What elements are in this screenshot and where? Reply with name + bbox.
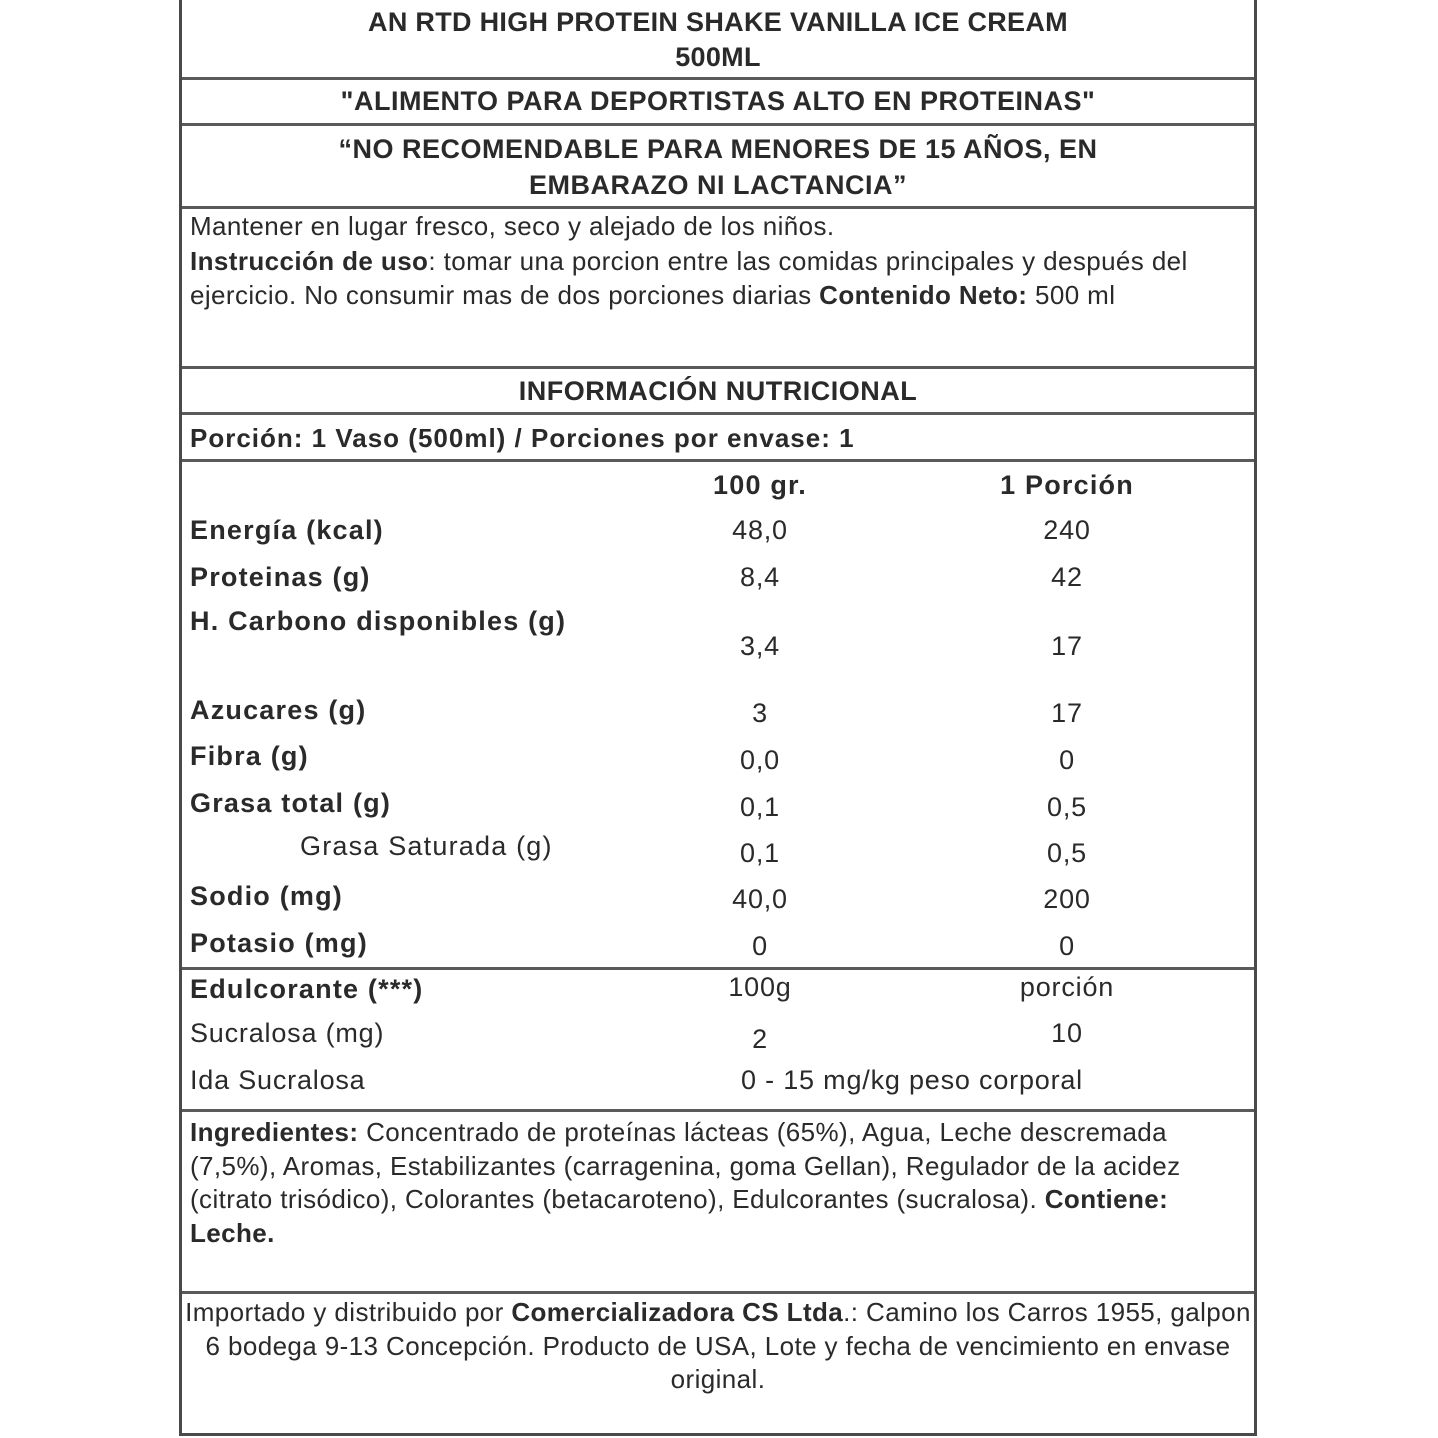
- importer-address: .: Camino los Carros 1955, galpon 6 bodega 9-13 Concepción. Producto de USA, Lote y fecha de vencimiento en envase original.: [205, 1297, 1251, 1394]
- row-protein-portion: 42: [1051, 562, 1083, 592]
- nutrition-table: [182, 462, 1254, 970]
- instruction-label: Instrucción de uso: [190, 245, 429, 276]
- sweetener-label: Edulcorante (***): [190, 974, 424, 1004]
- row-fiber-100g: 0,0: [740, 745, 780, 775]
- product-title-line2: 500ML: [675, 42, 761, 72]
- row-energy-name: Energía (kcal): [190, 515, 384, 545]
- row-sodium-name: Sodio (mg): [190, 881, 343, 911]
- nutrition-label: [179, 0, 1257, 1436]
- sucralose-name: Sucralosa (mg): [190, 1018, 385, 1048]
- row-carbs-portion: 17: [1051, 631, 1083, 661]
- ingredients-section: [182, 1112, 1254, 1294]
- net-content-value: 500 ml: [1027, 280, 1116, 310]
- ida-sucralose-name: Ida Sucralosa: [190, 1065, 366, 1095]
- allergen-contains: Contiene: Leche.: [190, 1184, 1169, 1248]
- row-protein-name: Proteinas (g): [190, 562, 371, 592]
- row-potassium-portion: 0: [1059, 931, 1075, 961]
- nutrition-title: INFORMACIÓN NUTRICIONAL: [182, 369, 1254, 415]
- storage-text: Mantener en lugar fresco, seco y alejado de los niños.: [190, 211, 835, 241]
- sweetener-table: [182, 970, 1254, 1112]
- ingredients-text: Concentrado de proteínas lácteas (65%), Agua, Leche descremada (7,5%), Aromas, Estabilizantes (carragenina, goma Gellan), Regulador de la acidez (citrato trisódico), Colorantes (betacaroteno), Edulcorantes (sucralosa).: [190, 1117, 1181, 1215]
- row-fiber-name: Fibra (g): [190, 741, 309, 771]
- instruction-text: : tomar una porcion entre las comidas principales y después del ejercicio. No consumir mas de dos porciones diarias: [190, 245, 1188, 310]
- importer-company: Comercializadora CS Ltda: [511, 1297, 844, 1327]
- row-saturated-fat-100g: 0,1: [740, 838, 780, 868]
- row-energy-portion: 240: [1043, 515, 1091, 545]
- row-fiber-portion: 0: [1059, 745, 1075, 775]
- net-content-label: Contenido Neto:: [819, 280, 1028, 310]
- row-energy-100g: 48,0: [732, 515, 788, 545]
- age-warning: [182, 126, 1254, 209]
- sucralose-portion: 10: [1051, 1018, 1083, 1048]
- row-sugars-100g: 3: [752, 698, 768, 728]
- row-saturated-fat-name: Grasa Saturada (g): [300, 831, 553, 861]
- sweetener-column-portion: porción: [1019, 972, 1115, 1002]
- row-total-fat-100g: 0,1: [740, 792, 780, 822]
- instruction-paragraph: [190, 244, 1246, 313]
- age-warning-line2: EMBARAZO NI LACTANCIA”: [529, 170, 907, 200]
- row-potassium-100g: 0: [752, 931, 768, 961]
- row-sodium-portion: 200: [1043, 884, 1091, 914]
- sport-food-claim: "ALIMENTO PARA DEPORTISTAS ALTO EN PROTEINAS": [182, 80, 1254, 126]
- sucralose-100g: 2: [752, 1024, 768, 1054]
- row-carbs-name: H. Carbono disponibles (g): [190, 606, 567, 636]
- importer-prefix: Importado y distribuido por: [185, 1297, 512, 1327]
- row-sodium-100g: 40,0: [732, 884, 788, 914]
- row-carbs-100g: 3,4: [740, 631, 780, 661]
- ida-sucralose-value: 0 - 15 mg/kg peso corporal: [741, 1065, 1083, 1095]
- row-total-fat-portion: 0,5: [1047, 792, 1087, 822]
- age-warning-line1: “NO RECOMENDABLE PARA MENORES DE 15 AÑOS, EN: [338, 134, 1098, 164]
- row-potassium-name: Potasio (mg): [190, 928, 368, 958]
- ingredients-label: Ingredientes:: [190, 1117, 359, 1147]
- usage-instructions: [182, 209, 1254, 369]
- sweetener-column-100g: 100g: [728, 972, 792, 1002]
- product-title: [182, 0, 1254, 80]
- column-header-portion: 1 Porción: [1000, 470, 1134, 500]
- importer-section: [182, 1294, 1254, 1436]
- row-protein-100g: 8,4: [740, 562, 780, 592]
- product-title-line1: AN RTD HIGH PROTEIN SHAKE VANILLA ICE CREAM: [368, 7, 1068, 37]
- row-total-fat-name: Grasa total (g): [190, 788, 392, 818]
- row-sugars-portion: 17: [1051, 698, 1083, 728]
- row-sugars-name: Azucares (g): [190, 695, 367, 725]
- column-header-100g: 100 gr.: [713, 470, 807, 500]
- portion-info: Porción: 1 Vaso (500ml) / Porciones por envase: 1: [182, 415, 1254, 462]
- row-saturated-fat-portion: 0,5: [1047, 838, 1087, 868]
